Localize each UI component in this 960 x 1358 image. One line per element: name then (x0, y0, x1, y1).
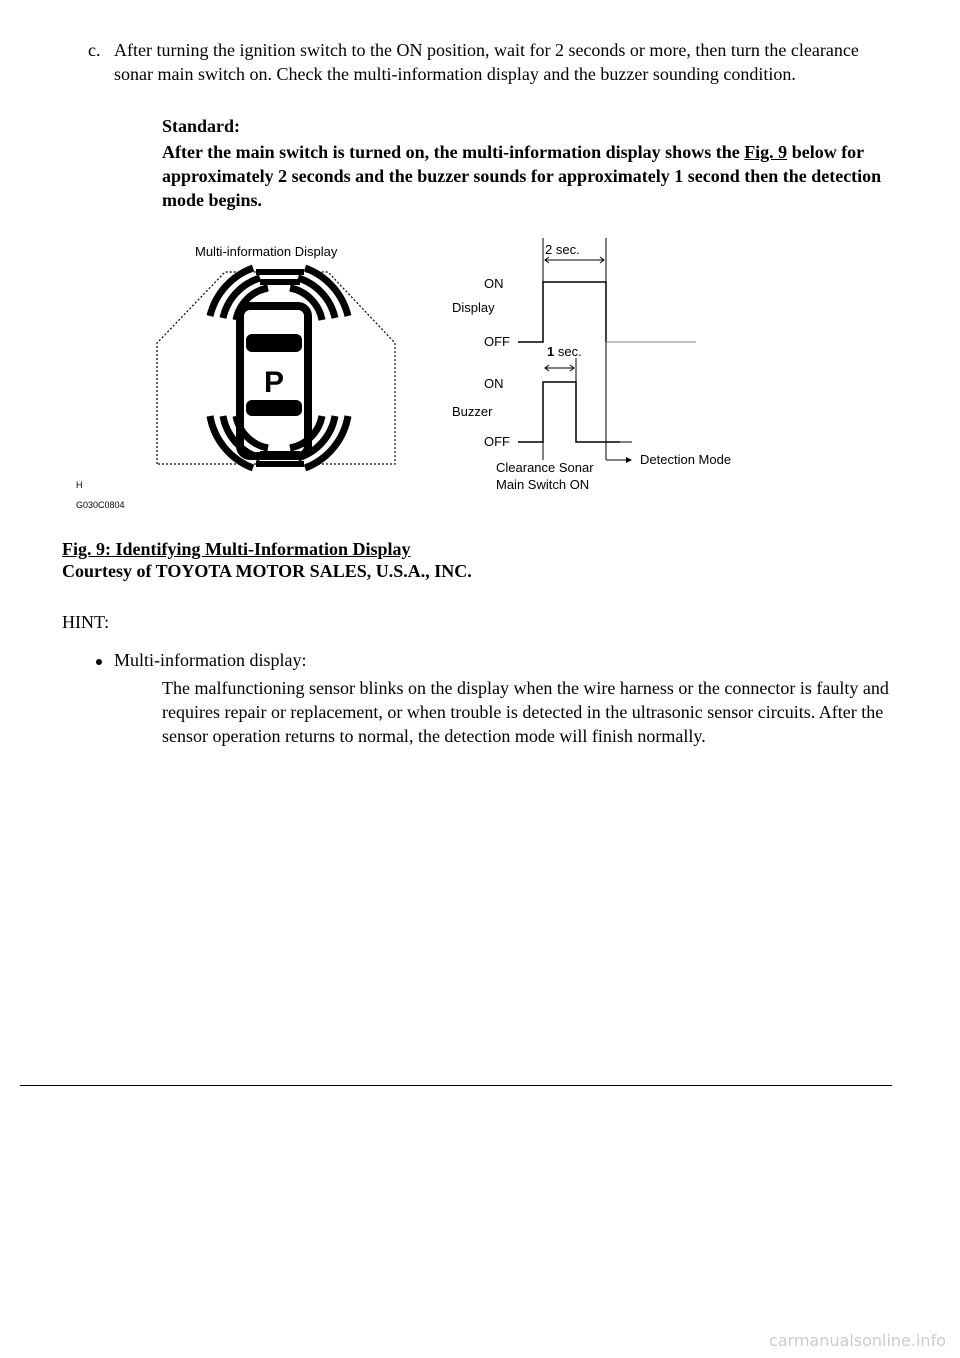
hint-label: HINT: (62, 612, 110, 632)
fig-9-link[interactable]: Fig. 9 (744, 142, 788, 162)
standard-label: Standard: (162, 116, 241, 136)
hint-description: The malfunctioning sensor blinks on the display when the wire harness or the connector is faulty and requires repair or replacement, or when trouble is detected in the ultrasonic sensor circuits. After the sensor operation returns to normal, the detection mode will finish normally. (162, 678, 889, 746)
standard-text-before: After the main switch is turned on, the multi-information display shows the (162, 142, 745, 162)
figure-title: Fig. 9: Identifying Multi-Information Display (62, 539, 411, 559)
one-sec-number: 1 (547, 344, 555, 359)
switch-label-line2: Main Switch ON (496, 477, 590, 492)
timing-chart (518, 238, 696, 463)
standard-text (162, 140, 890, 212)
figure-code-top: H (76, 480, 83, 490)
figure-courtesy: Courtesy of TOYOTA MOTOR SALES, U.S.A., INC. (62, 561, 472, 581)
figure-9 (60, 230, 760, 520)
hint-bullet (96, 648, 306, 672)
bullet-dot-icon (96, 659, 102, 665)
standard-text-after: below for approximately 2 seconds and the buzzer sounds for approximately 1 second then the detection mode begins. (162, 142, 882, 210)
step-text: After turning the ignition switch to the ON position, wait for 2 seconds or more, then turn the clearance sonar main switch on. Check the multi-information display and the buzzer sounding condition. (114, 40, 859, 84)
detection-mode-label: Detection Mode (640, 452, 732, 467)
display-on-label: ON (484, 276, 504, 291)
display-title: Multi-information Display (195, 244, 338, 259)
step-marker: c. (88, 40, 101, 60)
multi-information-display-illustration (157, 244, 395, 468)
figure-caption (62, 538, 472, 582)
figure-9-drawing (60, 230, 760, 520)
page-divider (20, 1085, 892, 1086)
buzzer-off-label: OFF (484, 434, 510, 449)
display-label: Display (452, 300, 495, 315)
switch-label-line1: Clearance Sonar (496, 460, 594, 475)
two-sec-label: 2 sec. (545, 242, 580, 257)
display-letter: P (263, 366, 285, 399)
buzzer-on-label: ON (484, 376, 504, 391)
buzzer-label: Buzzer (452, 404, 493, 419)
figure-code: G030C0804 (76, 500, 125, 510)
one-sec-unit: sec. (554, 344, 582, 359)
display-off-label: OFF (484, 334, 510, 349)
timing-chart-labels (452, 242, 731, 492)
one-sec-label (547, 344, 582, 359)
step-c (88, 38, 868, 86)
hint-bullet-text: Multi-information display: (114, 650, 307, 670)
watermark: carmanualsonline.info (768, 1331, 946, 1350)
car-icon (240, 306, 308, 456)
